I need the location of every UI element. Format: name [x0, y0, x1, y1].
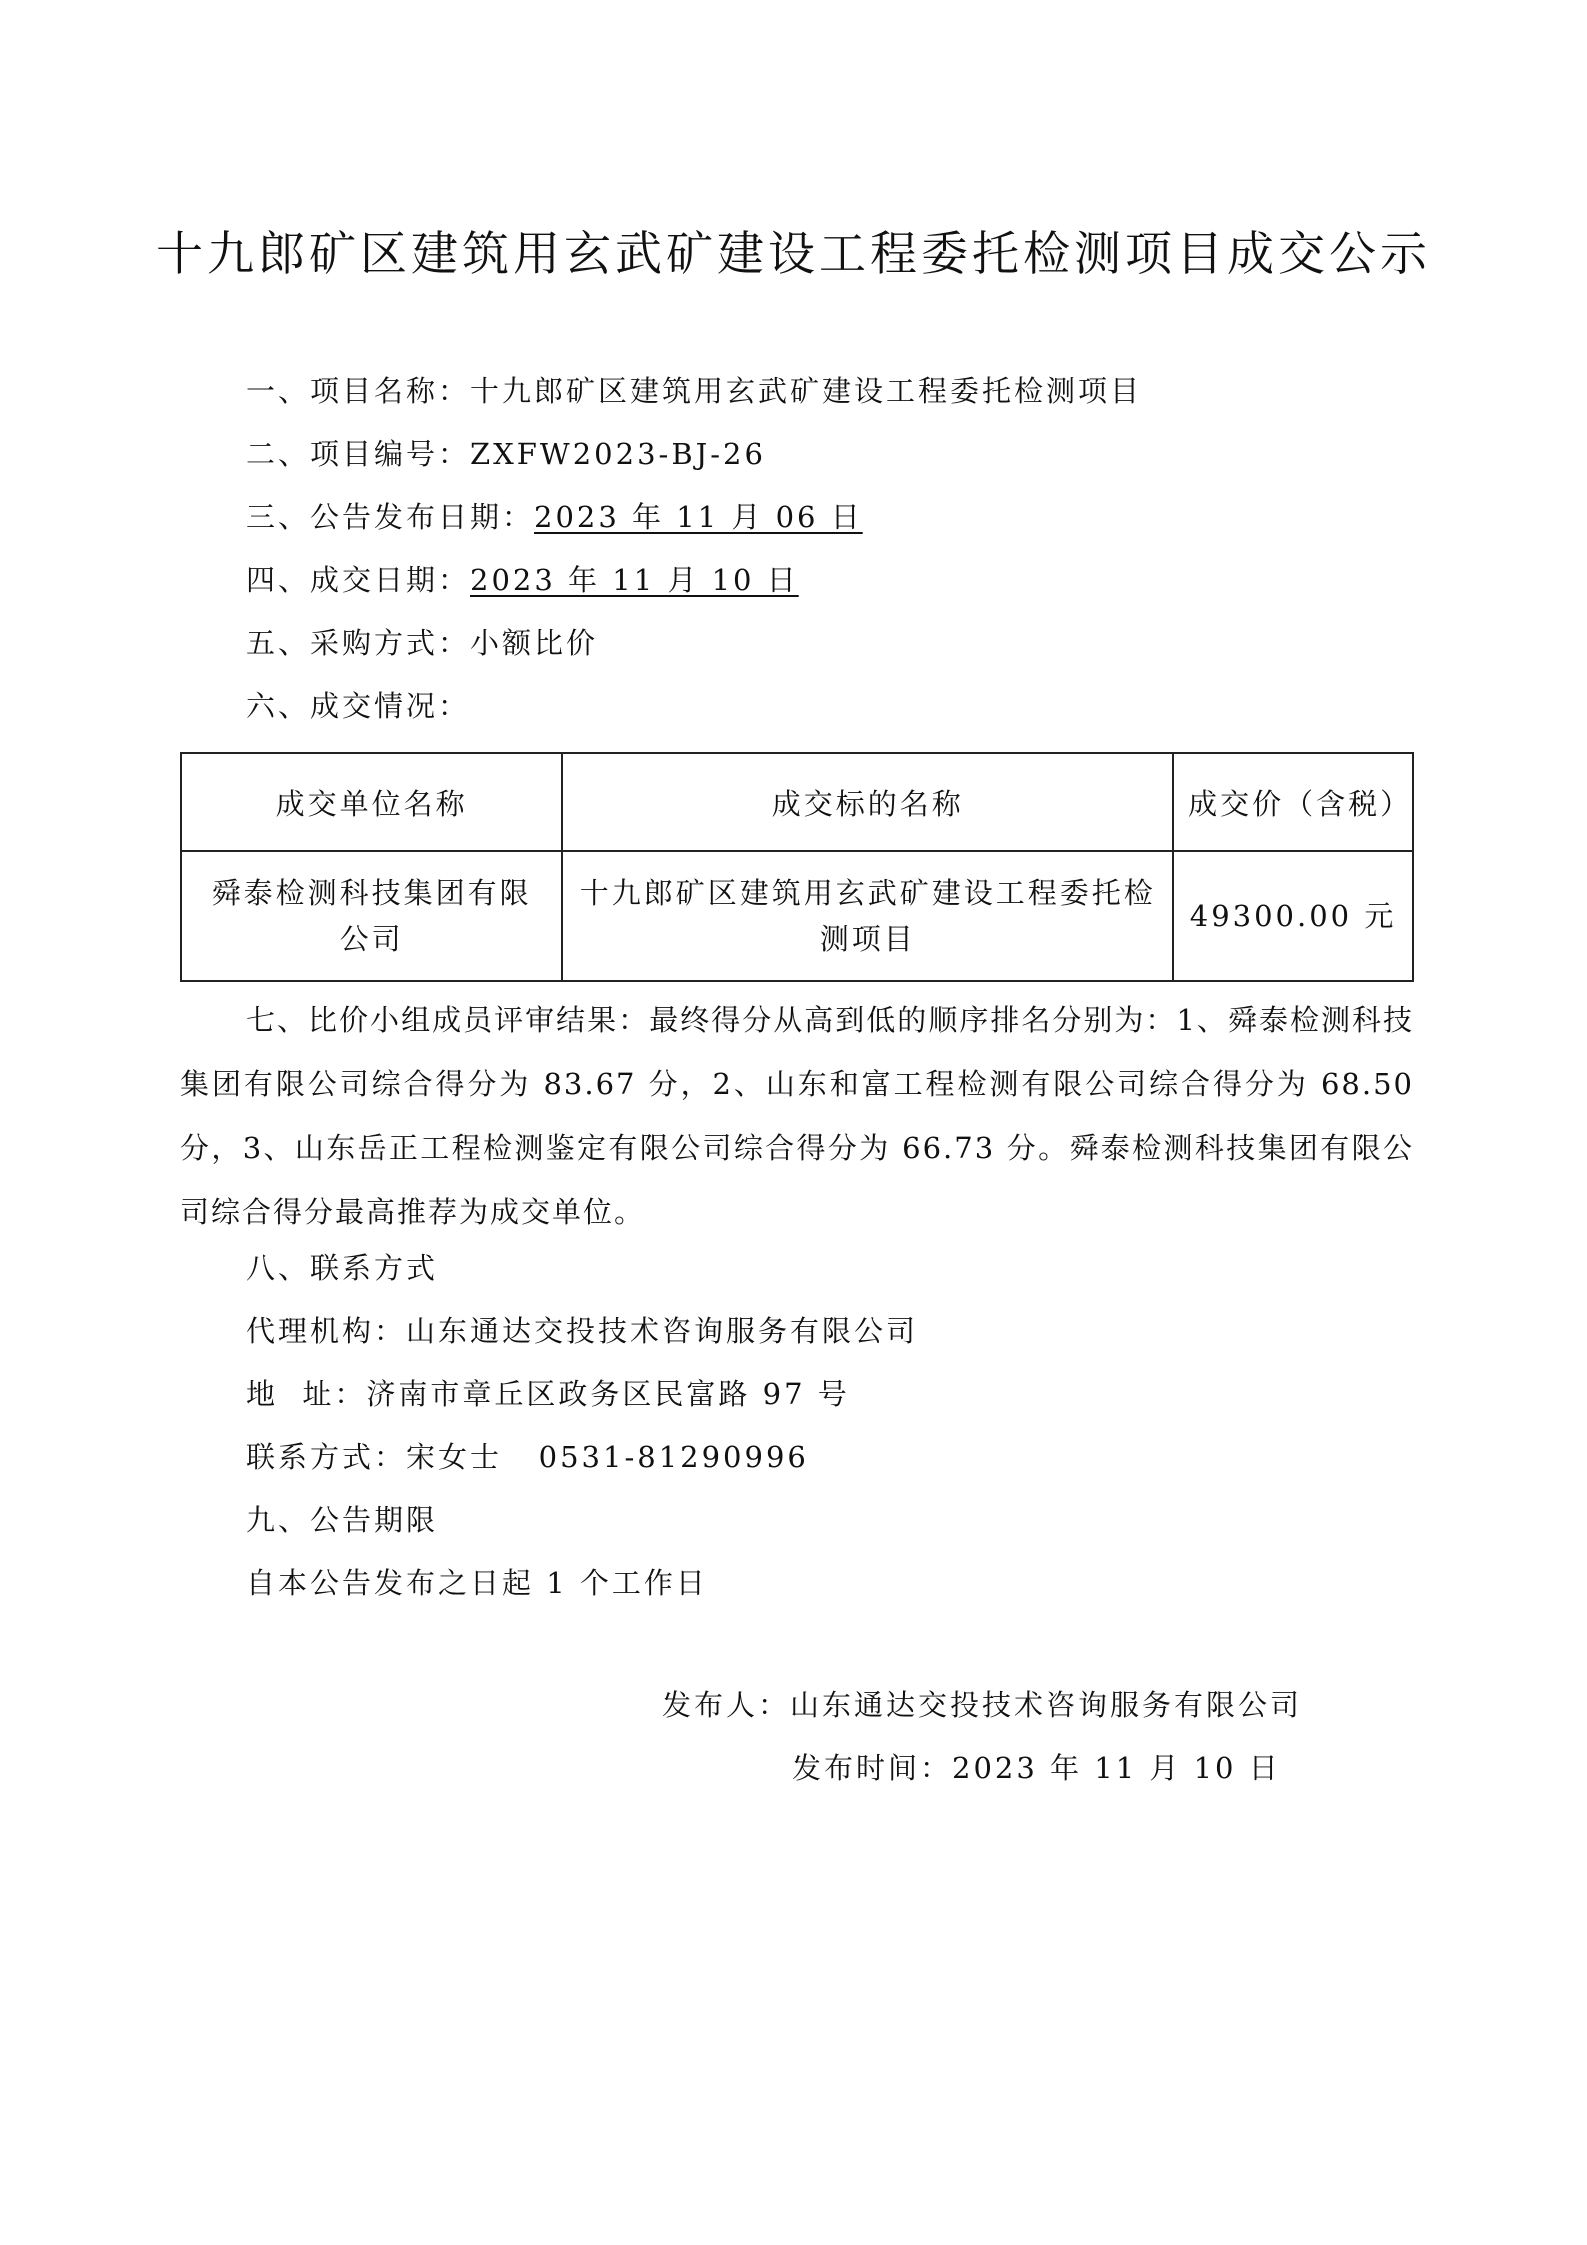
publish-date-value: 2023 年 11 月 06 日 — [534, 500, 863, 534]
address-line: 地 址：济南市章丘区政务区民富路 97 号 — [246, 1377, 850, 1411]
publish-date-line — [246, 497, 863, 537]
agency-line: 代理机构：山东通达交投技术咨询服务有限公司 — [246, 1314, 919, 1348]
deal-date-line — [246, 560, 799, 600]
publish-date-label: 三、公告发布日期： — [246, 500, 535, 534]
cell-price: 49300.00 元 — [1173, 851, 1413, 981]
period-heading: 九、公告期限 — [246, 1503, 439, 1537]
deal-table — [180, 752, 1414, 982]
publish-time-line: 发布时间：2023 年 11 月 10 日 — [792, 1751, 1281, 1785]
cell-subject-name: 十九郎矿区建筑用玄武矿建设工程委托检测项目 — [562, 851, 1173, 981]
header-unit-name: 成交单位名称 — [181, 753, 562, 851]
deal-date-label: 四、成交日期： — [246, 563, 471, 597]
header-subject-name: 成交标的名称 — [562, 753, 1173, 851]
publisher-line: 发布人：山东通达交投技术咨询服务有限公司 — [662, 1688, 1303, 1722]
deal-situation-heading: 六、成交情况： — [246, 689, 471, 723]
deal-date-value: 2023 年 11 月 10 日 — [470, 563, 799, 597]
page-title: 十九郎矿区建筑用玄武矿建设工程委托检测项目成交公示 — [156, 227, 1431, 282]
phone-line: 联系方式：宋女士 0531-81290996 — [246, 1440, 809, 1474]
contact-heading: 八、联系方式 — [246, 1251, 439, 1285]
project-name-line: 一、项目名称：十九郎矿区建筑用玄武矿建设工程委托检测项目 — [246, 374, 1143, 408]
header-price: 成交价（含税） — [1173, 753, 1413, 851]
procurement-method-line: 五、采购方式：小额比价 — [246, 626, 599, 660]
table-header-row — [181, 753, 1413, 851]
project-number-line: 二、项目编号：ZXFW2023-BJ-26 — [246, 437, 766, 471]
table-row — [181, 851, 1413, 981]
cell-unit-name: 舜泰检测科技集团有限公司 — [181, 851, 562, 981]
review-result-paragraph: 七、比价小组成员评审结果：最终得分从高到低的顺序排名分别为：1、舜泰检测科技集团有限公司综合得分为 83.67 分，2、山东和富工程检测有限公司综合得分为 68.50 分，3、山东岳正工程检测鉴定有限公司综合得分为 66.73 分。舜泰检测科技集团有限公司综合得分最高推荐为成交单位。 — [180, 1003, 1414, 1229]
period-text: 自本公告发布之日起 1 个工作日 — [246, 1566, 708, 1600]
